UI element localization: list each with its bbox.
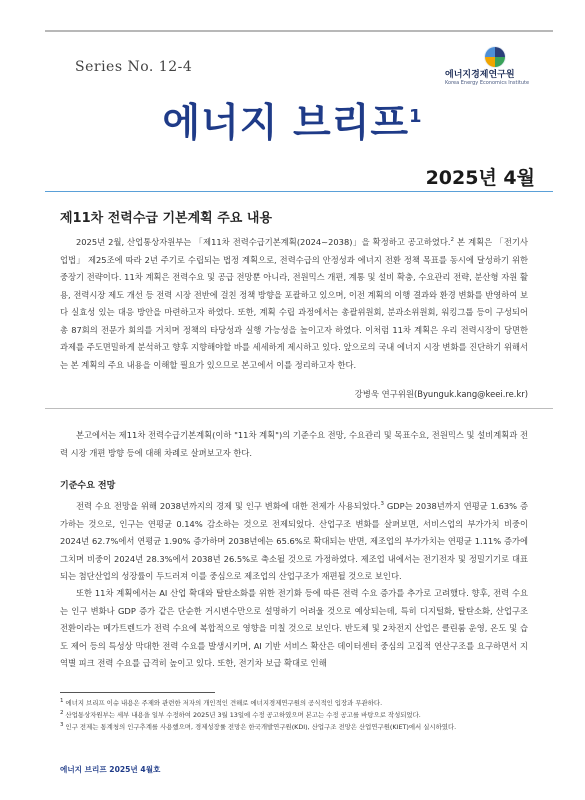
footnote-ref-2: 2	[450, 237, 454, 244]
footnote-rule	[60, 692, 215, 693]
logo-name: 에너지경제연구원	[445, 70, 515, 80]
logo-subtitle: Korea Energy Economics Institute	[445, 80, 530, 86]
keei-logo-icon	[482, 45, 508, 69]
footnote-1	[60, 697, 528, 709]
author-line: 강병욱 연구위원(Byunguk.kang@keei.re.kr)	[354, 389, 528, 399]
footnotes	[60, 697, 528, 733]
section-heading: 기준수요 전망	[60, 481, 116, 491]
p1-text-a: 전력 수요 전망을 위해 2038년까지의 경제 및 인구 변화에 대한 전제가 사용되었다.	[76, 501, 381, 511]
body-paragraph-1	[60, 498, 528, 586]
issue-date: 2025년 4월	[425, 167, 535, 189]
footnote-number: 3	[60, 721, 64, 728]
article-title: 제11차 전력수급 기본계획 주요 내용	[60, 211, 273, 226]
body-paragraph-2: 또한 11차 계획에서는 AI 산업 확대와 탈탄소화를 위한 전기화 등에 따른 전력 수요 증가를 추가로 고려했다. 향후, 전력 수요는 인구 변화나 GDP 증가 같은 단순한 거시변수만으로 설명하기 어려울 것으로 예상되는데, 특히 디지털화, 탈탄소화, 산업구조 전환이라는 메가트렌드가 전력 수요에 복합적으로 영향을 미칠 것으로 보인다. 반도체 및 2차전지 산업은 클린룸 운영, 온도 및 습도 제어 등의 특성상 막대한 전력 수요를 발생시키며, AI 기반 서비스 확산은 데이터센터 중심의 고집적 연산구조를 요구하면서 지역별 피크 전력 수요를 급격히 높이고 있다. 또한, 전기차 보급 확대로 인해	[60, 588, 528, 668]
footnote-2	[60, 709, 528, 721]
footnote-3	[60, 721, 528, 733]
footnote-text: 에너지 브리프 이슈 내용은 주제와 관련한 저자의 개인적인 견해로 에너지경제연구원의 공식적인 입장과 무관하다.	[65, 699, 383, 707]
intro-text-a: 2025년 2월, 산업통상자원부는 「제11차 전력수급기본계획(2024~2038)」을 확정하고 공고하였다.	[76, 237, 451, 247]
footnote-text: 인구 전제는 통계청의 인구추계를 사용했으며, 경제성장률 전망은 한국개발연구원(KDI), 산업구조 전망은 산업연구원(KIET)에서 실시하였다.	[65, 723, 457, 731]
intro-text-b: 본 계획은 「전기사업법」 제25조에 따라 2년 주기로 수립되는 법정 계획으로, 전력수급의 안정성과 에너지 전환 정책 목표를 동시에 달성하기 위한 중장기 전략이다. 11차 계획은 전력수요 및 공급 전망뿐 아니라, 전원믹스 개편, 계통 및 설비 확충, 수요관리 전략, 분산형 자원 활용, 전력시장 제도 개선 등 전력 시장 전반에 걸친 정책 방향을 포괄하고 있으며, 이전 계획의 이행 결과와 환경 변화를 반영하여 보다 실효성 있는 대응 방안을 마련하고자 하였다. 또한, 계획 수립 과정에서는 총괄위원회, 분과소위원회, 워킹그룹 등이 구성되어 총 87회의 전문가 회의를 거치며 정책의 타당성과 실행 가능성을 높이고자 하였다. 이처럼 11차 계획은 우리 전력시장이 당면한 과제를 주도면밀하게 분석하고 향후 지향해야할 바를 세세하게 제시하고 있다. 앞으로의 국내 에너지 시장 변화를 진단하기 위해서는 본 계획의 주요 내용을 이해할 필요가 있으므로 본고에서 이를 정리하고자 한다.	[60, 237, 528, 370]
brief-title	[0, 92, 585, 148]
footnote-ref-3: 3	[380, 501, 384, 508]
p1-text-b: GDP는 2038년까지 연평균 1.63% 증가하는 것으로, 인구는 연평균 0.14% 감소하는 것으로 전제되었다. 산업구조 변화를 살펴보면, 서비스업의 부가가치 비중이 2024년 62.7%에서 연평균 1.90% 증가하며 2038년에는 65.6%로 확대되는 반면, 제조업의 부가가치는 연평균 1.11% 증가에 그치며 비중이 2024년 28.3%에서 2038년 26.5%로 축소될 것으로 가정하였다. 제조업 내에서는 전기전자 및 정밀기기로 대표되는 첨단산업의 성장률이 두드러져 이를 중심으로 제조업의 산업구조가 재편될 것으로 보인다.	[60, 501, 528, 581]
overview-paragraph: 본고에서는 제11차 전력수급기본계획(이하 "11차 계획")의 기준수요 전망, 수요관리 및 목표수요, 전원믹스 및 설비계획과 전력 시장 개편 방향 등에 대해 차례로 살펴보고자 한다.	[60, 430, 528, 458]
section-divider	[45, 408, 553, 409]
brief-title-text: 에너지 브리프	[162, 101, 410, 146]
footnote-text: 산업통상자원부는 세부 내용을 일부 수정하여 2025년 3월 13일에 수정 공고하였으며 본고는 수정 공고를 바탕으로 작성되었다.	[65, 711, 421, 719]
top-rule	[45, 30, 553, 32]
page-footer: 에너지 브리프 2025년 4월호	[60, 765, 161, 774]
brief-title-footnote-ref: 1	[409, 106, 423, 127]
intro-paragraph	[60, 234, 528, 374]
footnote-number: 1	[60, 697, 64, 704]
footnote-number: 2	[60, 709, 64, 716]
title-divider	[45, 191, 553, 192]
series-number: Series No. 12-4	[75, 59, 193, 75]
